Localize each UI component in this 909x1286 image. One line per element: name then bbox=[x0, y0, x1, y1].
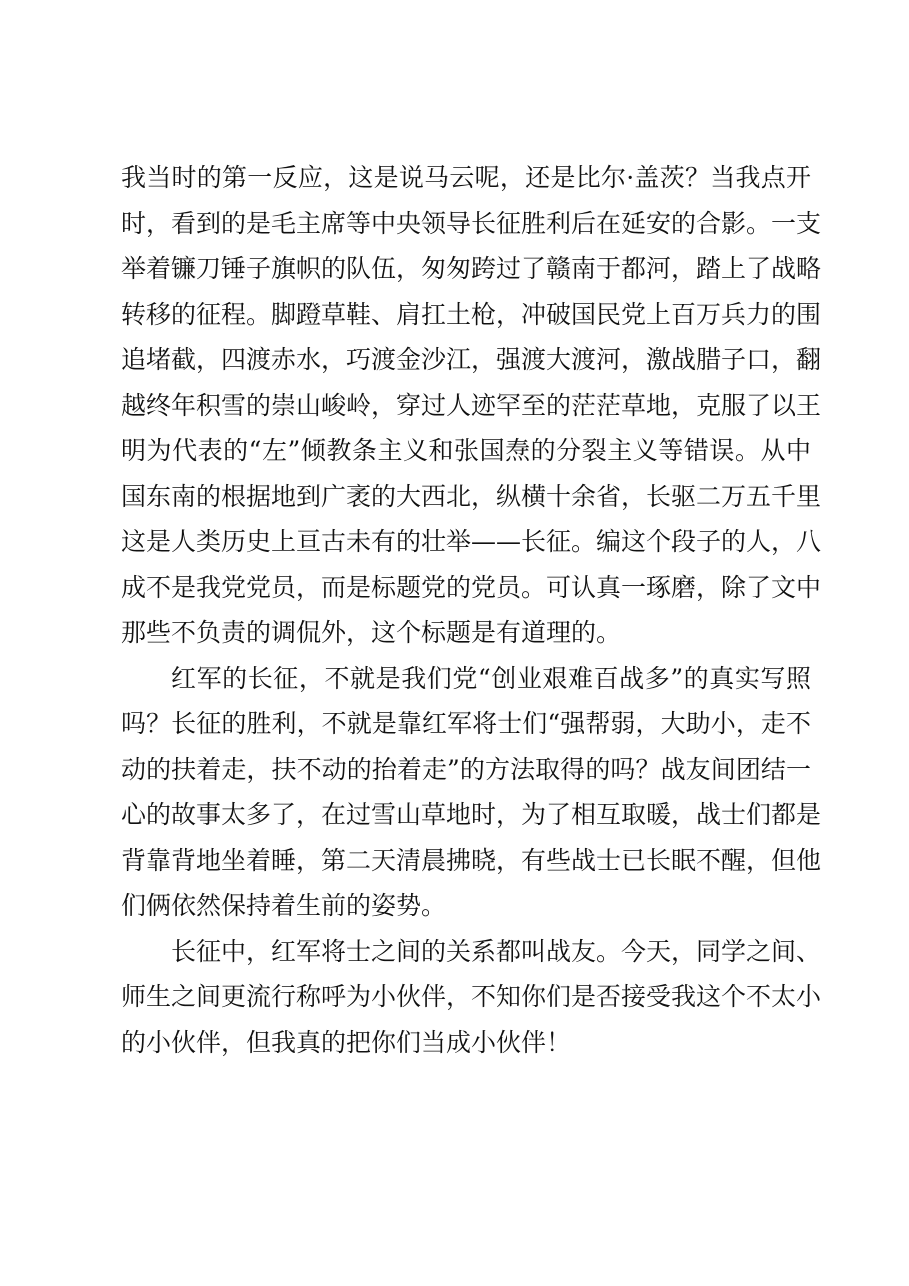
paragraph-2-line-4: 心的故事太多了，在过雪山草地时，为了相互取暖，战士们都是 bbox=[121, 800, 822, 829]
paragraph-2-line-2: 吗？长征的胜利，不就是靠红军将士们“强帮弱，大助小，走不 bbox=[121, 709, 811, 738]
body-text bbox=[121, 155, 822, 1065]
paragraph-1-line-3: 举着镰刀锤子旗帜的队伍，匆匆跨过了赣南于都河，踏上了战略 bbox=[121, 254, 822, 283]
paragraph-2-line-1: 红军的长征，不就是我们党“创业艰难百战多”的真实写照 bbox=[171, 663, 811, 693]
paragraph-3-line-2: 师生之间更流行称呼为小伙伴，不知你们是否接受我这个不太小 bbox=[121, 982, 822, 1011]
paragraph-1-line-2: 时，看到的是毛主席等中央领导长征胜利后在延安的合影。一支 bbox=[121, 208, 822, 238]
paragraph-1-line-1: 我当时的第一反应，这是说马云呢，还是比尔·盖茨？当我点开 bbox=[121, 163, 811, 192]
paragraph-1-line-9: 这是人类历史上亘古未有的壮举——长征。编这个段子的人，八 bbox=[121, 527, 822, 556]
paragraph-1-line-5: 追堵截，四渡赤水，巧渡金沙江，强渡大渡河，激战腊子口，翻 bbox=[121, 345, 822, 374]
paragraph-2-line-6: 们俩依然保持着生前的姿势。 bbox=[121, 891, 447, 920]
paragraph-1-line-10: 成不是我党党员，而是标题党的党员。可认真一琢磨，除了文中 bbox=[121, 572, 822, 602]
paragraph-1-line-8: 国东南的根据地到广袤的大西北，纵横十余省，长驱二万五千里 bbox=[121, 481, 822, 511]
paragraph-2-line-3: 动的扶着走，扶不动的抬着走”的方法取得的吗？战友间团结一 bbox=[121, 754, 811, 784]
paragraph-1-line-7: 明为代表的“左”倾教条主义和张国焘的分裂主义等错误。从中 bbox=[121, 436, 811, 465]
paragraph-2-line-5: 背靠背地坐着睡，第二天清晨拂晓，有些战士已长眠不醒，但他 bbox=[121, 845, 822, 875]
paragraph-1-line-4: 转移的征程。脚蹬草鞋、肩扛土枪，冲破国民党上百万兵力的围 bbox=[121, 299, 822, 329]
paragraph-1-line-6: 越终年积雪的崇山峻岭，穿过人迹罕至的茫茫草地，克服了以王 bbox=[121, 390, 822, 420]
paragraph-3-line-1: 长征中，红军将士之间的关系都叫战友。今天，同学之间、 bbox=[171, 936, 822, 966]
paragraph-3-line-3: 的小伙伴，但我真的把你们当成小伙伴！ bbox=[121, 1027, 572, 1057]
paragraph-1-line-11: 那些不负责的调侃外，这个标题是有道理的。 bbox=[121, 618, 622, 647]
